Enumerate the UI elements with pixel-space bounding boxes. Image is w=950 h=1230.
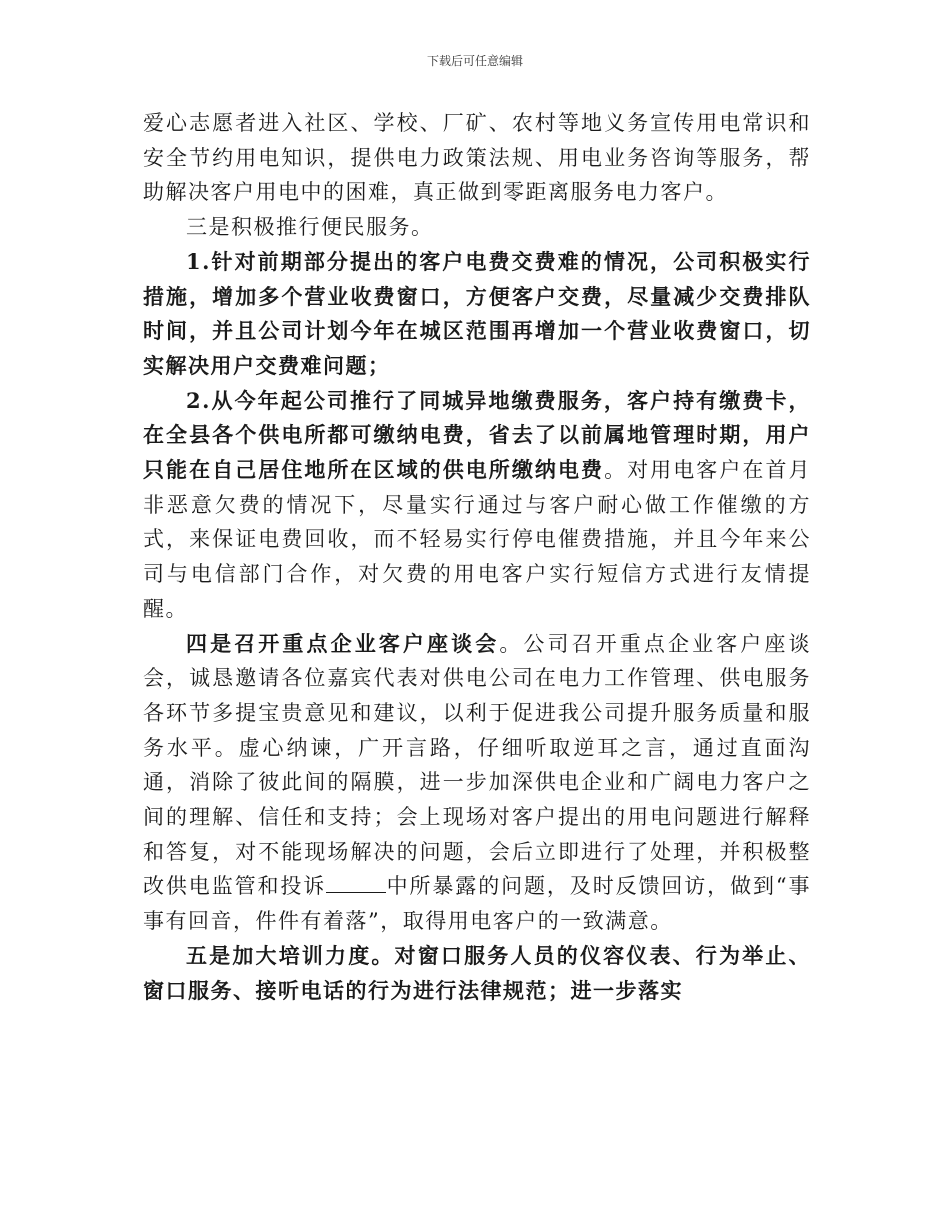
list-item-remote-payment-bold: 2.从今年起公司推行了同城异地缴费服务，客户持有缴费卡，在全县各个供电所都可缴纳电费，省去了以前属地管理时期，用户只能在自己居住地所在区域的供电所缴纳电费	[143, 387, 811, 483]
list-item-remote-payment-text: 。对用电客户在首月非恶意欠费的情况下，尽量实行通过与客户耐心做工作催缴的方式，来保证电费回收，而不轻易实行停电催费措施，并且今年来公司与电信部门合作，对欠费的用电客户实行短信方式进行友情提醒。	[143, 458, 812, 621]
list-item-payment-windows: 1.针对前期部分提出的客户电费交费难的情况，公司积极实行措施，增加多个营业收费窗口，方便客户交费，尽量减少交费排队时间，并且公司计划今年在城区范围再增加一个营业收费窗口，切实解决用户交费难问题；	[143, 248, 811, 378]
paragraph-enterprise-forum-text-a: 。公司召开重点企业客户座谈会，诚恳邀请各位嘉宾代表对供电公司在电力工作管理、供电服务各环节多提宝贵意见和建议，以利于促进我公司提升服务质量和服务水平。虚心纳谏，广开言路，仔细听取逆耳之言，通过直面沟通，消除了彼此间的隔膜，进一步加深供电企业和广阔电力客户之间的理解、信任和支持；会上现场对客户提出的用电问题进行解释和答复，对不能现场解决的问题，会后立即进行了处理，并积极整改供电监管和投诉	[143, 631, 812, 899]
page-header-note: 下载后可任意编辑	[426, 54, 523, 68]
heading-convenience-service: 三是积极推行便民服务。	[186, 215, 434, 240]
paragraph-volunteer-service: 爱心志愿者进入社区、学校、厂矿、农村等地义务宣传用电常识和安全节约用电知识，提供电力政策法规、用电业务咨询等服务，帮助解决客户用电中的困难，真正做到零距离服务电力客户。	[143, 111, 811, 205]
list-item-remote-payment	[143, 384, 811, 627]
paragraph-enterprise-forum	[143, 627, 811, 939]
document-body	[143, 106, 811, 1008]
paragraph-enterprise-forum-text-b: 中所暴露的问题，及时反馈回访，做到“事事有回音，件件有着落”，取得用电客户的一致满意。	[143, 874, 812, 934]
fill-in-blank	[326, 876, 386, 893]
paragraph-training: 五是加大培训力度。对窗口服务人员的仪容仪表、行为举止、窗口服务、接听电话的行为进行法律规范；进一步落实	[143, 942, 811, 1003]
heading-enterprise-forum: 四是召开重点企业客户座谈会	[186, 630, 500, 656]
